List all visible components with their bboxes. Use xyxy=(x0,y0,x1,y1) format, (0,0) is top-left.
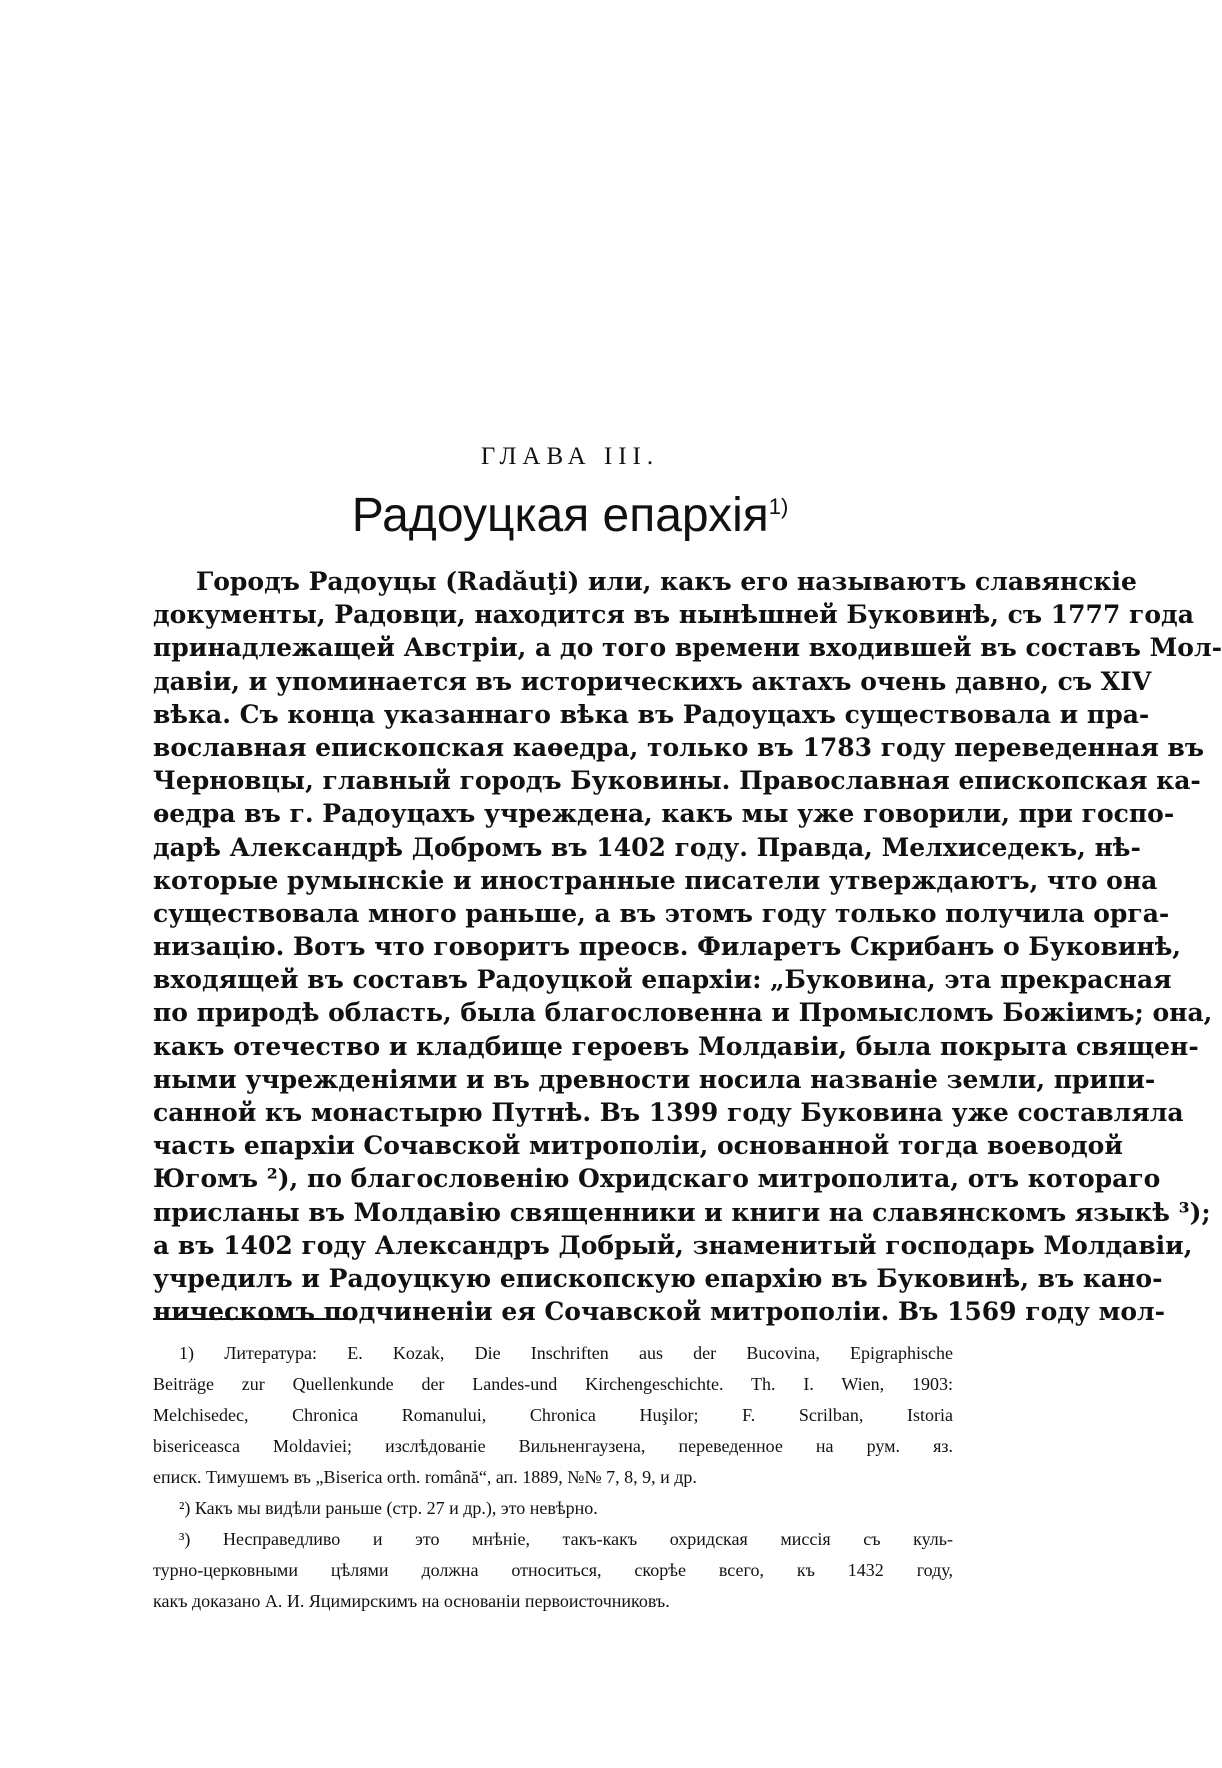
body-line: учредилъ и Радоуцкую епископскую епархію въ Буковинѣ, въ кано- xyxy=(153,1263,1163,1293)
body-line: Югомъ ²), по благословенію Охридскаго митрополита, отъ котораго xyxy=(153,1164,1161,1194)
body-line: принадлежащей Австріи, а до того времени входившей въ составъ Мол- xyxy=(153,633,1222,663)
footnote-line: ²) Какъ мы видѣли раньше (стр. 27 и др.), это невѣрно. xyxy=(179,1498,598,1518)
title-text: Радоуцкая епархія xyxy=(351,489,769,542)
footnote-line: какъ доказано А. И. Яцимирскимъ на основаніи первоисточниковъ. xyxy=(153,1591,670,1611)
chapter-heading: ГЛАВА III. xyxy=(480,443,660,470)
body-paragraph xyxy=(153,565,1222,1328)
body-line: существовала много раньше, а въ этомъ году только получила орга- xyxy=(153,898,1170,928)
footnotes xyxy=(153,1338,953,1617)
body-line: которые румынскіе и иностранные писатели утверждаютъ, что она xyxy=(153,865,1158,895)
body-line: ѳедра въ г. Радоуцахъ учреждена, какъ мы уже говорили, при госпо- xyxy=(153,799,1175,829)
body-line: ническомъ подчиненіи ея Сочавской митрополіи. Въ 1569 году мол- xyxy=(153,1297,1166,1327)
body-line: часть епархіи Сочавской митрополіи, основанной тогда воеводой xyxy=(153,1131,1123,1161)
footnote-line: Melchisedec, Chronica Romanului, Chronica Huşilor; F. Scrilban, Istoria xyxy=(153,1405,953,1425)
footnote-line: 1) Литература: E. Kozak, Die Inschriften aus der Bucovina, Epigraphische xyxy=(179,1343,953,1363)
body-line: санной къ монастырю Путнѣ. Въ 1399 году Буковина уже составляла xyxy=(153,1098,1184,1127)
body-line: какъ отечество и кладбище героевъ Молдавіи, была покрыта священ- xyxy=(153,1031,1199,1061)
body-line: присланы въ Молдавію священники и книги на славянскомъ языкѣ ³); xyxy=(153,1197,1211,1227)
footnote-line: турно-церковными цѣлями должна относиться, скорѣе всего, къ 1432 году, xyxy=(153,1560,953,1580)
body-line: дарѣ Александрѣ Добромъ въ 1402 году. Правда, Мелхиседекъ, нѣ- xyxy=(153,832,1141,862)
footnote-line: Beiträge zur Quellenkunde der Landes-und Kirchengeschichte. Th. I. Wien, 1903: xyxy=(153,1374,953,1394)
body-line: документы, Радовци, находится въ нынѣшней Буковинѣ, съ 1777 года xyxy=(153,600,1194,630)
body-line: вославная епископская каѳедра, только въ 1783 году переведенная въ xyxy=(153,732,1205,762)
body-line: низацію. Вотъ что говоритъ преосв. Филаретъ Скрибанъ о Буковинѣ, xyxy=(153,932,1181,962)
body-line: Черновцы, главный городъ Буковины. Православная епископская ка- xyxy=(153,766,1201,796)
body-line: а въ 1402 году Александръ Добрый, знаменитый господарь Молдавіи, xyxy=(153,1230,1193,1260)
body-line: по природѣ область, была благословенна и Промысломъ Божіимъ; она, xyxy=(153,998,1213,1028)
body-line: Городъ Радоуцы (Radăuţi) или, какъ его называютъ славянскіе xyxy=(196,567,1137,596)
title-footnote-mark: 1) xyxy=(768,494,789,519)
chapter-title xyxy=(0,488,1140,543)
body-line: входящей въ составъ Радоуцкой епархіи: „Буковина, эта прекрасная xyxy=(153,965,1172,995)
body-line: давіи, и упоминается въ историческихъ актахъ очень давно, съ XIV xyxy=(153,666,1152,696)
footnote-divider xyxy=(153,1318,355,1320)
body-line: ными учрежденіями и въ древности носила названіе земли, припи- xyxy=(153,1064,1156,1094)
footnote-line: еписк. Тимушемъ въ „Biserica orth. română“, ап. 1889, №№ 7, 8, 9, и др. xyxy=(153,1467,697,1487)
footnote-line: bisericeasca Moldaviei; изслѣдованіе Вильненгаузена, переведенное на рум. яз. xyxy=(153,1436,953,1456)
footnote-line: ³) Несправедливо и это мнѣніе, такъ-какъ охридская миссія съ куль- xyxy=(179,1529,953,1549)
body-line: вѣка. Съ конца указаннаго вѣка въ Радоуцахъ существовала и пра- xyxy=(153,699,1150,729)
